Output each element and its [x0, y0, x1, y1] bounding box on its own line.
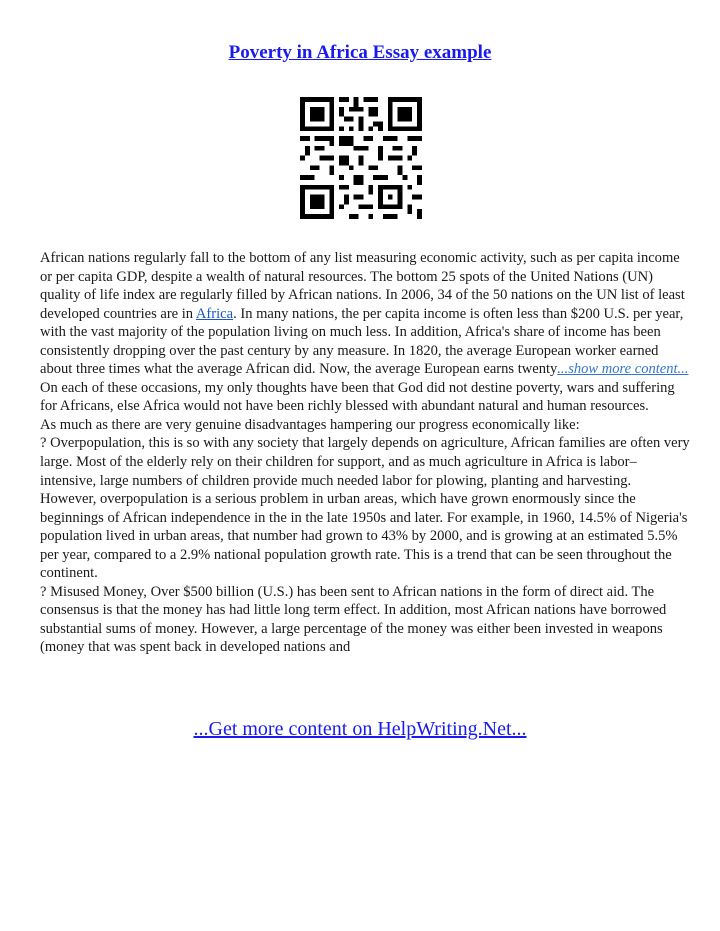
paragraph-intro-text: African nations regularly fall to the bottom of any list measuring economic activity, such as per capita income or per capita GDP, despite a wealth of natural resources. The bottom 25 spots of the United Nations (UN) quality of life index are regularly filled by African nations. In 2006, 34 of the 50 nations on the UN list of least developed countries are in — [40, 250, 685, 322]
paragraph-intro-continued: . In many nations, the per capita income is often less than $200 U.S. per year, with the vast majority of the population living on much less. In addition, Africa's share of income has been consistently dropping over the past century by any measure. In 1820, the average European worker earned about three times what the average African did. Now, the average European earns twenty — [40, 305, 684, 378]
africa-link[interactable]: Africa — [195, 305, 234, 322]
paragraph-overpopulation: ? Overpopulation, this is so with any society that largely depends on agriculture, African families are often very large. Most of the elderly rely on their children for support, and as much agriculture in Africa is labor–intensive, large numbers of children provide much needed labor for plowing, planting and harvesting. However, overpopulation is a serious problem in urban areas, which have grown enormously since the beginnings of African independence in the in the late 1950s and later. For example, in 1960, 14.5% of Nigeria's population lived in urban areas, that number had grown to 43% by 2000, and is growing at an estimated 5.5% per year, compared to a 2.9% national population growth rate. This is a trend that can be seen throughout the continent. — [40, 435, 690, 582]
page-title[interactable]: Poverty in Africa Essay example — [228, 42, 492, 63]
get-more-content-link[interactable]: ...Get more content on HelpWriting.Net... — [193, 718, 527, 740]
paragraph-occasions: On each of these occasions, my only thoughts have been that God did not destine poverty, wars and suffering for Africans, else Africa would not have been richly blessed with abundant natural and human resources. — [40, 379, 675, 415]
qr-code-icon — [300, 97, 422, 219]
paragraph-disadvantages: As much as there are very genuine disadvantages hampering our progress economically like: — [40, 416, 580, 433]
essay-body — [40, 249, 690, 657]
paragraph-intro — [40, 249, 690, 379]
show-more-link[interactable]: ...show more content... — [557, 361, 689, 378]
paragraph-misused-money: ? Misused Money, Over $500 billion (U.S.) has been sent to African nations in the form of direct aid. The consensus is that the money has had little long term effect. In addition, most African nations have borrowed substantial sums of money. However, a large percentage of the money was either been invested in weapons (money that was spent back in developed nations and — [40, 583, 667, 656]
